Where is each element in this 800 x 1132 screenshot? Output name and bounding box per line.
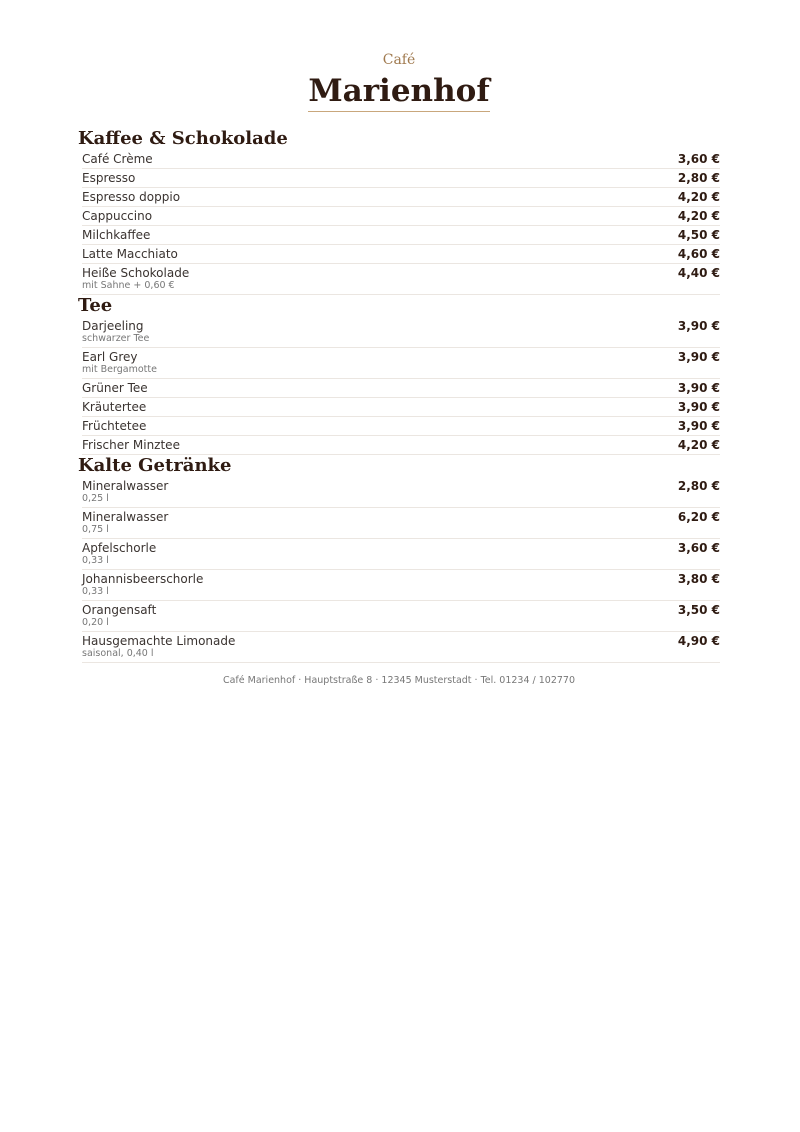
item-price: 4,60 € xyxy=(677,247,720,261)
item-name: Cappuccino xyxy=(82,209,153,223)
item-description xyxy=(82,603,156,629)
item-price: 4,40 € xyxy=(677,266,720,280)
section-title: Kaffee & Schokolade xyxy=(78,128,288,149)
item-price: 4,20 € xyxy=(677,190,720,204)
menu-header xyxy=(78,0,720,112)
menu-item xyxy=(82,188,720,207)
menu-item xyxy=(82,601,720,632)
item-description xyxy=(82,319,149,345)
menu-item xyxy=(82,632,720,663)
menu-item xyxy=(82,477,720,508)
item-note: 0,20 l xyxy=(82,617,109,628)
menu-item xyxy=(82,417,720,436)
item-name: Johannisbeerschorle xyxy=(82,572,204,586)
menu-item xyxy=(82,226,720,245)
item-note: 0,33 l xyxy=(82,586,109,597)
item-description xyxy=(82,152,153,166)
item-price: 3,60 € xyxy=(677,541,720,555)
item-price: 6,20 € xyxy=(677,510,720,524)
item-name: Milchkaffee xyxy=(82,228,151,242)
menu-item xyxy=(82,570,720,601)
item-note: schwarzer Tee xyxy=(82,333,150,344)
item-description xyxy=(82,419,146,433)
menu-sections xyxy=(78,128,720,663)
item-description xyxy=(82,479,168,505)
item-list xyxy=(82,477,720,663)
menu-item xyxy=(82,348,720,379)
item-description xyxy=(82,400,146,414)
item-name: Apfelschorle xyxy=(82,541,157,555)
menu-item xyxy=(82,317,720,348)
item-price: 3,50 € xyxy=(677,603,720,617)
item-price: 3,90 € xyxy=(677,381,720,395)
item-price: 3,80 € xyxy=(677,572,720,586)
item-name: Espresso doppio xyxy=(82,190,181,204)
item-description xyxy=(82,634,235,660)
item-price: 4,20 € xyxy=(677,209,720,223)
item-name: Heiße Schokolade xyxy=(82,266,190,280)
item-list xyxy=(82,150,720,295)
item-name: Earl Grey xyxy=(82,350,138,364)
item-name: Frischer Minztee xyxy=(82,438,180,452)
item-description xyxy=(82,171,135,185)
item-price: 2,80 € xyxy=(677,479,720,493)
item-name: Latte Macchiato xyxy=(82,247,178,261)
item-price: 3,60 € xyxy=(677,152,720,166)
item-description xyxy=(82,438,180,452)
menu-item xyxy=(82,508,720,539)
item-name: Café Crème xyxy=(82,152,153,166)
item-price: 3,90 € xyxy=(677,350,720,364)
section-title: Kalte Getränke xyxy=(78,455,232,476)
item-note: 0,25 l xyxy=(82,493,109,504)
item-price: 2,80 € xyxy=(677,171,720,185)
item-note: mit Sahne + 0,60 € xyxy=(82,280,175,291)
item-description xyxy=(82,209,152,223)
item-name: Früchtetee xyxy=(82,419,147,433)
footer-address: Café Marienhof · Hauptstraße 8 · 12345 Musterstadt · Tel. 01234 / 102770 xyxy=(222,675,576,686)
item-name: Darjeeling xyxy=(82,319,144,333)
menu-item xyxy=(82,169,720,188)
section-title: Tee xyxy=(78,295,113,316)
item-price: 3,90 € xyxy=(677,419,720,433)
cafe-label: Café xyxy=(382,52,416,68)
menu-item xyxy=(82,436,720,455)
menu-item xyxy=(82,398,720,417)
item-description xyxy=(82,350,157,376)
menu-item xyxy=(82,245,720,264)
menu-page xyxy=(78,0,720,687)
menu-item xyxy=(82,150,720,169)
item-price: 4,50 € xyxy=(677,228,720,242)
item-list xyxy=(82,317,720,455)
item-description xyxy=(82,572,203,598)
item-description xyxy=(82,247,178,261)
item-name: Mineralwasser xyxy=(82,479,169,493)
item-note: mit Bergamotte xyxy=(82,364,157,375)
item-note: 0,75 l xyxy=(82,524,109,535)
menu-item xyxy=(82,207,720,226)
menu-item xyxy=(82,539,720,570)
item-description xyxy=(82,266,189,292)
item-name: Grüner Tee xyxy=(82,381,148,395)
menu-item xyxy=(82,264,720,295)
item-name: Hausgemachte Limonade xyxy=(82,634,236,648)
item-description xyxy=(82,381,148,395)
menu-item xyxy=(82,379,720,398)
section-coffee xyxy=(78,128,720,295)
item-price: 4,90 € xyxy=(677,634,720,648)
item-description xyxy=(82,190,180,204)
item-description xyxy=(82,510,168,536)
section-tea xyxy=(78,295,720,455)
page-title: Marienhof xyxy=(308,73,489,112)
item-price: 3,90 € xyxy=(677,400,720,414)
item-name: Espresso xyxy=(82,171,136,185)
item-note: saisonal, 0,40 l xyxy=(82,648,154,659)
item-name: Kräutertee xyxy=(82,400,147,414)
item-name: Orangensaft xyxy=(82,603,157,617)
item-description xyxy=(82,228,150,242)
item-note: 0,33 l xyxy=(82,555,109,566)
item-name: Mineralwasser xyxy=(82,510,169,524)
item-price: 3,90 € xyxy=(677,319,720,333)
item-description xyxy=(82,541,156,567)
section-cold-drinks xyxy=(78,455,720,663)
item-price: 4,20 € xyxy=(677,438,720,452)
